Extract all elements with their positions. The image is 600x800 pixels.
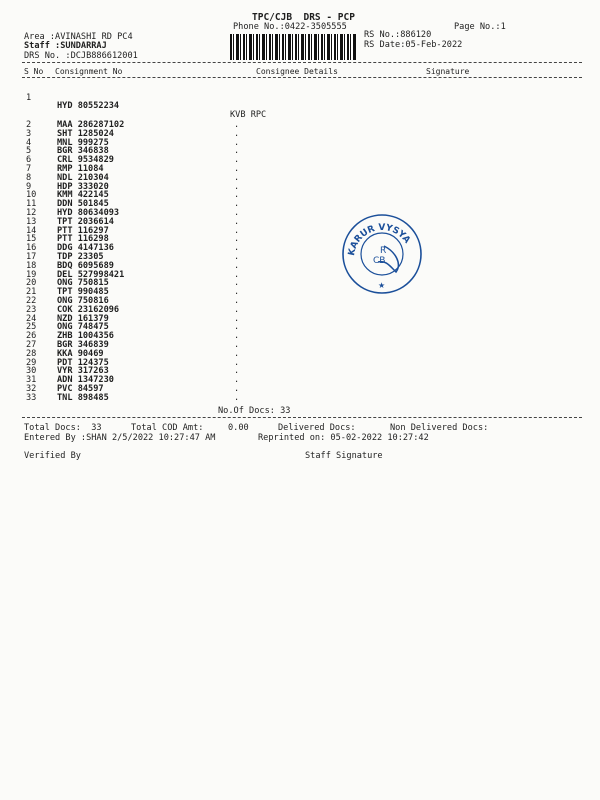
column-header-signature: Signature (426, 67, 470, 76)
staff-label: Staff :SUNDARRAJ (24, 41, 107, 51)
row-marker: . (234, 357, 240, 368)
document-title: TPC/CJB DRS - PCP (252, 12, 355, 23)
row-consignment: HDP 333020 (57, 181, 109, 192)
row-sno: 26 (26, 331, 37, 342)
row-sno: 23 (26, 304, 37, 315)
total-cod-label: Total COD Amt: (131, 423, 204, 433)
row-marker: . (234, 348, 240, 359)
column-header-consignee: Consignee Details (256, 67, 338, 76)
svg-text:★: ★ (378, 281, 386, 290)
row-sno: 6 (26, 155, 32, 166)
row-sno: 2 (26, 120, 32, 130)
drs-number: DRS No. :DCJB886612001 (24, 51, 138, 61)
row-sno: 13 (26, 216, 37, 227)
divider (22, 62, 582, 63)
phone-number: Phone No.:0422-3505555 (233, 22, 347, 32)
column-header-sno: S No (24, 67, 44, 76)
row-sno: 25 (26, 322, 37, 333)
row-consignment: KKA 90469 (57, 348, 104, 359)
row-sno: 20 (26, 278, 37, 289)
row-consignment: PVC 84597 (57, 384, 104, 394)
row-sno: 24 (26, 313, 37, 324)
row-sno: 33 (26, 392, 37, 403)
row-marker: . (234, 128, 240, 139)
delivered-docs: Delivered Docs: (278, 423, 356, 433)
page-number: Page No.:1 (454, 22, 506, 32)
row-consignment: VYR 317263 (57, 366, 109, 377)
row-sno: 15 (26, 234, 37, 245)
row-marker: . (234, 137, 240, 148)
total-docs: Total Docs: 33 (24, 423, 102, 433)
rs-date: RS Date:05-Feb-2022 (364, 40, 463, 50)
row-consignment: TDP 23305 (57, 252, 104, 262)
barcode-image (230, 34, 356, 60)
row-consignment: TPT 990485 (57, 287, 109, 298)
area-label: Area :AVINASHI RD PC4 (24, 32, 133, 42)
row-marker: . (234, 366, 240, 377)
row-sno: 9 (26, 181, 32, 192)
row-marker: . (234, 181, 240, 192)
entered-by: Entered By :SHAN 2/5/2022 10:27:47 AM (24, 433, 216, 443)
row-consignee: KVB RPC (230, 109, 267, 120)
row-marker: . (234, 384, 240, 394)
rs-number: RS No.:886120 (364, 30, 432, 40)
row-sno: 31 (26, 375, 37, 386)
row-marker: . (234, 199, 240, 210)
row-marker: . (234, 172, 240, 183)
row-marker: . (234, 322, 240, 333)
row-consignment: KMM 422145 (57, 190, 109, 201)
row-consignment: CRL 9534829 (57, 155, 114, 166)
row-consignment: DEL 527998421 (57, 269, 125, 280)
row-sno: 3 (26, 128, 32, 139)
row-consignment: NDL 210304 (57, 172, 109, 183)
row-marker: . (234, 146, 240, 157)
row-sno: 29 (26, 357, 37, 368)
row-consignment: SHT 1285024 (57, 128, 114, 139)
stamp-name: KARUR VYSYA (346, 222, 412, 257)
row-consignment: ZHB 1004356 (57, 331, 114, 342)
row-sno: 12 (26, 208, 37, 218)
row-sno: 5 (26, 146, 32, 157)
row-marker: . (234, 278, 240, 289)
table-row (26, 85, 267, 120)
row-marker: . (234, 252, 240, 262)
row-sno: 8 (26, 172, 32, 183)
row-marker: . (234, 313, 240, 324)
row-sno: 7 (26, 164, 32, 174)
row-consignment: HYD 80552234 (57, 101, 120, 112)
row-marker: . (234, 287, 240, 298)
row-consignment: ONG 748475 (57, 322, 109, 333)
non-delivered-docs: Non Delivered Docs: (390, 423, 489, 433)
row-consignment: RMP 11084 (57, 164, 104, 174)
row-sno: 16 (26, 243, 37, 254)
row-sno: 21 (26, 287, 37, 298)
row-sno: 4 (26, 137, 32, 148)
row-consignment: DDN 501845 (57, 199, 109, 210)
row-marker: . (234, 120, 240, 130)
stamp-abbr-top: R (380, 246, 387, 256)
row-consignment: COK 23162096 (57, 304, 120, 315)
row-marker: . (234, 269, 240, 280)
row-marker: . (234, 304, 240, 315)
row-marker: . (234, 164, 240, 174)
row-marker: . (234, 392, 240, 403)
reprinted-on: Reprinted on: 05-02-2022 10:27:42 (258, 433, 429, 443)
divider (22, 77, 582, 78)
row-marker: . (234, 331, 240, 342)
no-of-docs: No.Of Docs: 33 (218, 406, 291, 416)
row-marker: . (234, 243, 240, 254)
row-consignment: PTT 116298 (57, 234, 109, 245)
row-marker: . (234, 216, 240, 227)
row-sno: 10 (26, 190, 37, 201)
row-sno: 11 (26, 199, 37, 210)
row-sno: 1 (26, 92, 32, 103)
row-sno: 28 (26, 348, 37, 359)
row-consignment: ONG 750816 (57, 296, 109, 306)
row-consignment: DDG 4147136 (57, 243, 114, 254)
row-consignment: TPT 2036614 (57, 216, 114, 227)
divider (22, 417, 582, 418)
row-marker: . (234, 155, 240, 166)
row-consignment: TNL 898485 (57, 392, 109, 403)
stamp-abbr-bottom: CB (373, 256, 386, 266)
staff-signature: Staff Signature (305, 451, 383, 461)
row-sno: 27 (26, 340, 37, 350)
row-consignment: HYD 80634093 (57, 208, 120, 218)
row-sno: 18 (26, 260, 37, 271)
row-sno: 19 (26, 269, 37, 280)
row-marker: . (234, 260, 240, 271)
total-cod-value: 0.00 (228, 423, 249, 433)
row-consignment: BGR 346838 (57, 146, 109, 157)
row-marker: . (234, 296, 240, 306)
row-marker: . (234, 208, 240, 218)
row-marker: . (234, 375, 240, 386)
row-marker: . (234, 225, 240, 236)
row-sno: 30 (26, 366, 37, 377)
bank-stamp-icon (340, 212, 424, 296)
row-consignment: MNL 999275 (57, 137, 109, 148)
row-sno: 22 (26, 296, 37, 306)
row-consignment: BGR 346839 (57, 340, 109, 350)
column-header-consignment: Consignment No (55, 67, 123, 76)
row-sno: 17 (26, 252, 37, 262)
row-sno: 14 (26, 225, 37, 236)
row-consignment: MAA 286287102 (57, 120, 125, 130)
row-consignment: BDQ 6095689 (57, 260, 114, 271)
row-consignment: ADN 1347230 (57, 375, 114, 386)
row-marker: . (234, 190, 240, 201)
row-marker: . (234, 340, 240, 350)
row-marker: . (234, 234, 240, 245)
verified-by: Verified By (24, 451, 81, 461)
row-consignment: ONG 750815 (57, 278, 109, 289)
row-consignment: NZD 161379 (57, 313, 109, 324)
row-consignment: PDT 124375 (57, 357, 109, 368)
row-sno: 32 (26, 384, 37, 394)
row-consignment: PTT 116297 (57, 225, 109, 236)
